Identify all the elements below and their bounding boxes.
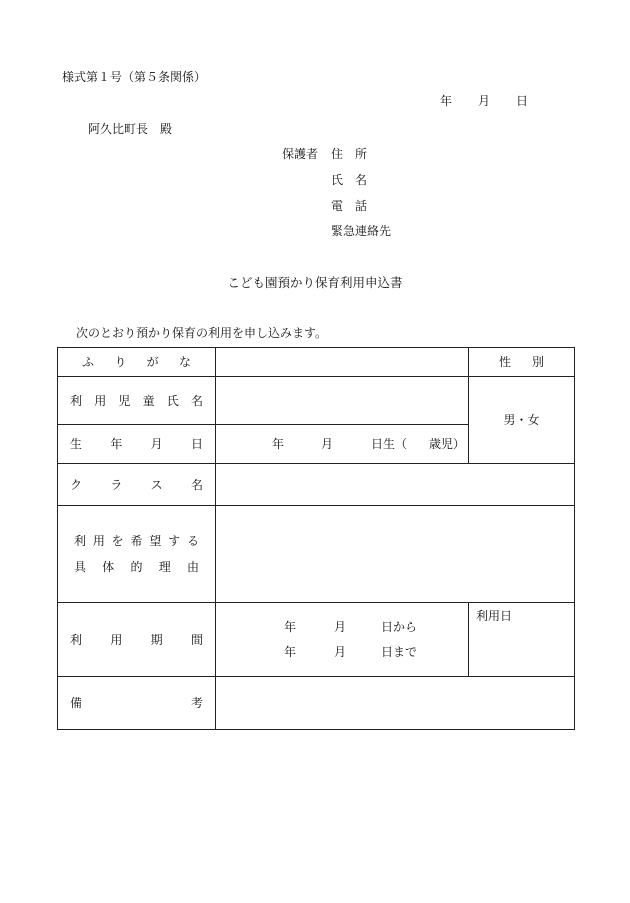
birth-date-label: 生 年 月 日 <box>58 425 216 464</box>
gender-select[interactable]: 男・女 <box>469 377 575 464</box>
reason-input[interactable] <box>216 506 575 603</box>
child-name-input[interactable] <box>216 377 469 425</box>
child-name-label: 利 用 児 童 氏 名 <box>58 377 216 425</box>
period-to-year: 年 <box>284 645 297 659</box>
period-to-day: 日まで <box>381 645 418 659</box>
application-form-table <box>57 347 575 730</box>
usage-days-input[interactable] <box>469 603 575 677</box>
usage-period-input[interactable] <box>216 603 469 677</box>
guardian-phone-label: 電 話 <box>331 199 368 213</box>
usage-period-label: 利 用 期 間 <box>58 603 216 677</box>
usage-days-label: 利用日 <box>476 609 513 623</box>
application-date <box>440 95 528 107</box>
furigana-row <box>58 348 575 377</box>
remarks-row <box>58 677 575 730</box>
remarks-label: 備 考 <box>58 677 216 730</box>
document-title: こども園預かり保育利用申込書 <box>227 275 403 290</box>
child-name-row <box>58 377 575 425</box>
date-year-label: 年 <box>440 94 453 108</box>
gender-header: 性 別 <box>469 348 575 377</box>
period-from-year: 年 <box>284 620 297 634</box>
date-day-label: 日 <box>516 94 529 108</box>
furigana-label: ふ り が な <box>58 348 216 377</box>
furigana-input[interactable] <box>216 348 469 377</box>
form-number: 様式第１号（第５条関係） <box>62 70 207 84</box>
birth-month-label: 月 <box>321 437 334 451</box>
birth-date-input[interactable] <box>216 425 469 464</box>
period-from-month: 月 <box>334 620 347 634</box>
guardian-emergency-label: 緊急連絡先 <box>331 224 392 238</box>
remarks-input[interactable] <box>216 677 575 730</box>
class-name-label: ク ラ ス 名 <box>58 464 216 506</box>
addressee: 阿久比町長 殿 <box>88 122 173 136</box>
guardian-name-label: 氏 名 <box>331 173 368 187</box>
guardian-address-label: 住 所 <box>331 147 368 161</box>
class-name-input[interactable] <box>216 464 575 506</box>
period-to-month: 月 <box>334 645 347 659</box>
guardian-label: 保護者 <box>282 147 319 161</box>
class-name-row <box>58 464 575 506</box>
date-month-label: 月 <box>478 94 491 108</box>
reason-row <box>58 506 575 603</box>
intro-text: 次のとおり預かり保育の利用を申し込みます。 <box>76 326 328 340</box>
birth-year-label: 年 <box>272 437 285 451</box>
reason-label: 利 用 を 希 望 す る 具 体 的 理 由 <box>58 506 216 603</box>
usage-period-row <box>58 603 575 677</box>
period-from-day: 日から <box>381 620 418 634</box>
birth-day-label: 日生（ <box>371 437 408 451</box>
birth-age-label: 歳児） <box>429 437 466 451</box>
